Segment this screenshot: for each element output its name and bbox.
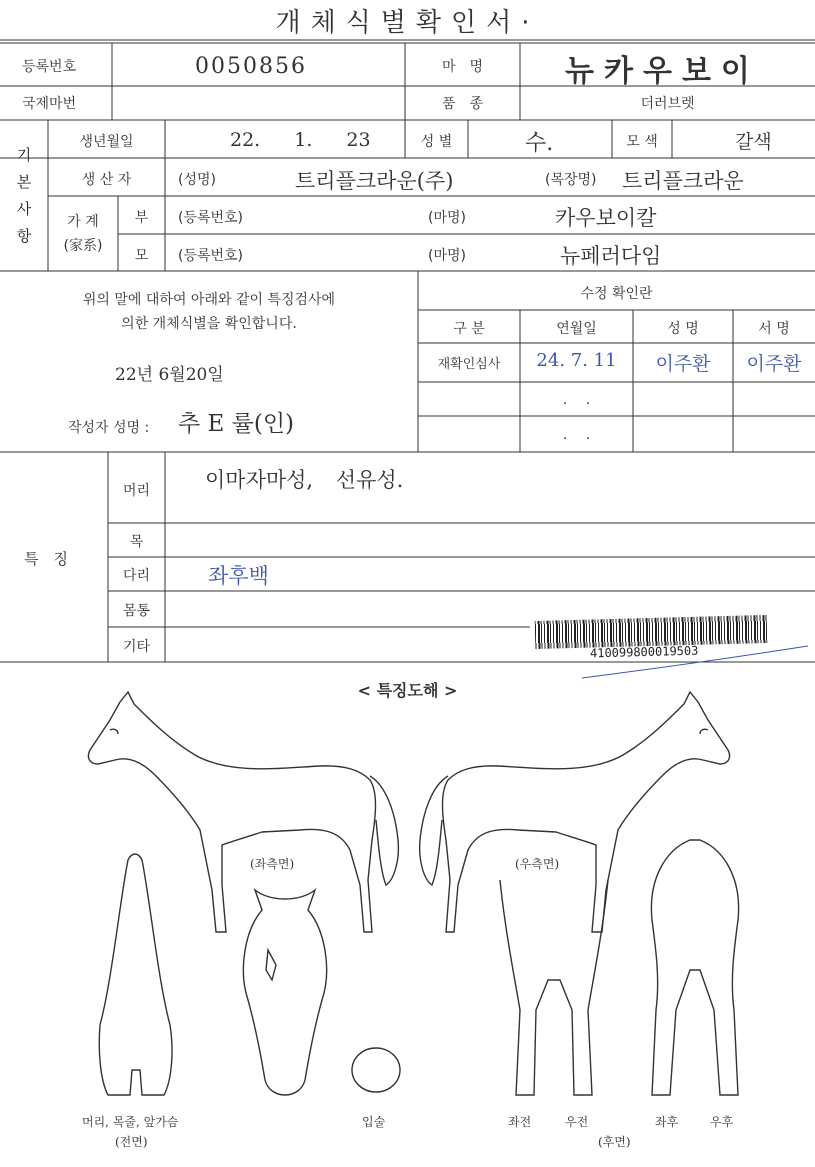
front-right-caption: 우전 [565, 1115, 589, 1129]
revision-row1-sign: 이주환 [746, 353, 802, 375]
dam-reg-label: (등록번호) [178, 248, 244, 264]
revision-col-name: 성 명 [667, 321, 699, 337]
revision-col-sign: 서 명 [758, 321, 790, 337]
author-value: 추 E 률(인) [178, 411, 295, 437]
producer-label: 생 산 자 [81, 172, 132, 188]
reg-no-value: 0050856 [195, 54, 307, 79]
revision-header: 수정 확인란 [580, 286, 653, 302]
front-caption: 머리, 목줄, 앞가슴 [82, 1115, 179, 1129]
reg-no-label: 등록번호 [22, 59, 77, 75]
barcode-number: 410099800019503 [589, 643, 699, 661]
pedigree-label: 가 계 (家系) [63, 214, 103, 254]
producer-name-value: 트리플크라운(주) [295, 169, 454, 193]
right-horse-outline [443, 692, 730, 932]
revision-row1-date: 24. 7. 11 [536, 350, 617, 371]
features-section-label: 특 징 [24, 550, 68, 568]
dam-label: 모 [134, 248, 149, 264]
coat-color-label: 모 색 [626, 134, 658, 150]
intl-no-label: 국제마번 [22, 96, 77, 112]
sex-label: 성 별 [420, 134, 453, 150]
revision-row3-date: . . [562, 427, 591, 443]
birth-value: 22. 1. 23 [230, 129, 371, 151]
front-sub-caption: (전면) [115, 1135, 148, 1149]
lips-outline [352, 1048, 400, 1092]
lip-caption: 입술 [362, 1115, 386, 1129]
dam-name-label: (마명) [428, 248, 466, 264]
left-horse-outline [88, 692, 375, 932]
sire-name-value: 카우보이칼 [555, 206, 657, 230]
feature-head-value: 이마자마성, 선유성. [205, 468, 404, 492]
revision-col-type: 구 분 [453, 321, 485, 337]
revision-row2-date: . . [562, 392, 591, 408]
sire-label: 부 [134, 210, 149, 226]
feature-head-label: 머리 [122, 483, 151, 499]
front-neck-outline [99, 854, 172, 1095]
basic-section-label: 기 본 사 항 [16, 146, 32, 245]
diagram-title: < 특징도해 > [357, 681, 458, 700]
horse-name-value: 뉴카우보이 [565, 54, 760, 89]
statement-line-2: 의한 개체식별을 확인합니다. [121, 316, 297, 332]
feature-leg-label: 다리 [122, 568, 151, 584]
left-horse-eye [110, 729, 118, 734]
coat-color-value: 갈색 [735, 131, 772, 153]
revision-row1-type: 재확인심사 [437, 357, 501, 372]
front-head-mark [266, 950, 276, 980]
horse-diagram [0, 680, 815, 1110]
feature-neck-label: 목 [129, 534, 144, 550]
rear-sub-caption: (후면) [598, 1135, 631, 1149]
right-side-caption: (우측면) [515, 857, 560, 871]
front-left-caption: 좌전 [508, 1115, 532, 1129]
feature-body-label: 몸통 [122, 603, 151, 619]
barcode-underline [580, 640, 810, 680]
sex-value: 수. [525, 131, 554, 156]
confirm-date: 22년 6월20일 [115, 365, 224, 385]
feature-leg-value: 좌후백 [208, 564, 269, 588]
birth-label: 생년월일 [79, 134, 134, 150]
front-legs-outline [500, 880, 608, 1095]
breed-value: 더러브렛 [640, 96, 695, 112]
left-side-caption: (좌측면) [250, 857, 295, 871]
revision-col-date: 연월일 [556, 321, 597, 337]
sire-reg-label: (등록번호) [178, 210, 244, 226]
sire-name-label: (마명) [428, 210, 466, 226]
breed-label: 품 종 [441, 96, 484, 112]
hind-right-caption: 우후 [710, 1115, 734, 1129]
author-label: 작성자 성명 : [68, 420, 150, 436]
right-horse-eye [700, 729, 708, 734]
revision-row1-name: 이주환 [655, 353, 711, 375]
document-title: 개체식별확인서· [275, 8, 540, 38]
rear-view-outline [651, 840, 738, 1095]
feature-other-label: 기타 [122, 639, 151, 655]
producer-name-label: (성명) [178, 172, 216, 188]
statement-line-1: 위의 말에 대하여 아래와 같이 특징검사에 [82, 292, 336, 308]
front-head-outline [243, 890, 326, 1095]
horse-name-label: 마 명 [441, 59, 484, 75]
hind-left-caption: 좌후 [655, 1115, 679, 1129]
dam-name-value: 뉴페러다임 [560, 244, 662, 268]
farm-name-value: 트리플크라운 [622, 169, 744, 193]
farm-name-label: (목장명) [545, 172, 597, 188]
